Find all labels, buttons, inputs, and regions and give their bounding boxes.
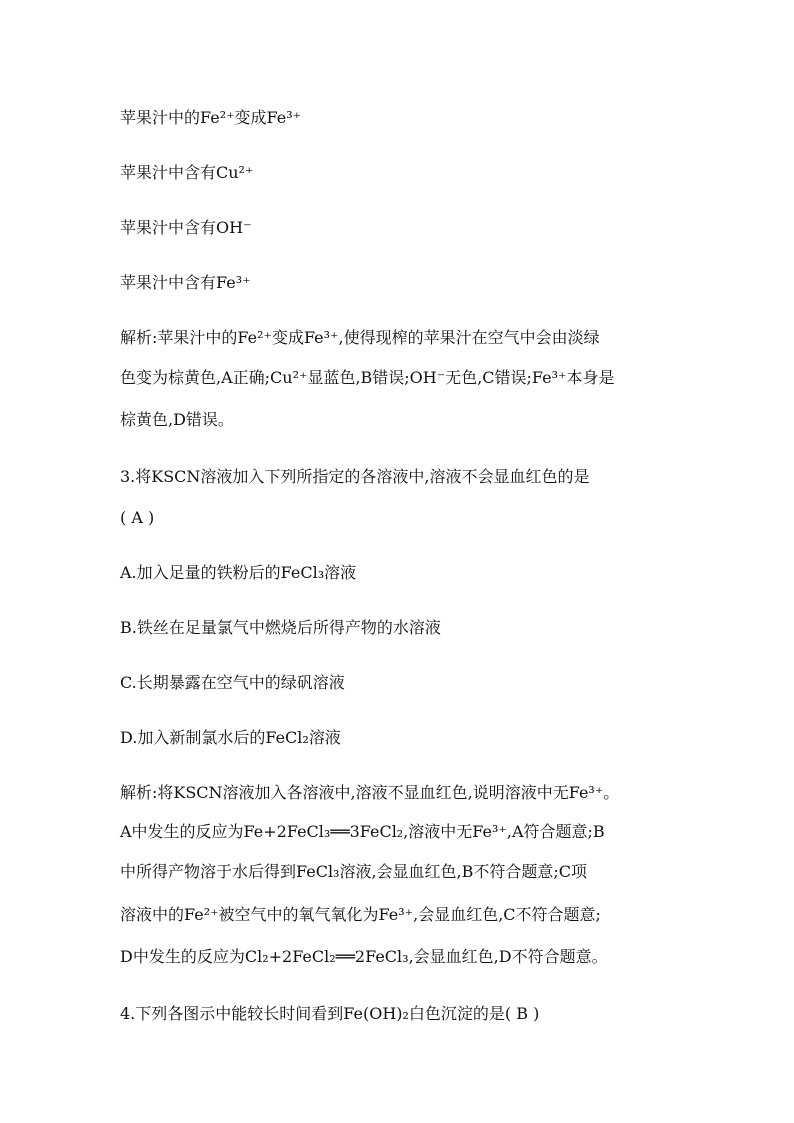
q3-option-d: D.加入新制氯水后的FeCl₂溶液 xyxy=(120,728,341,747)
q2-option-d: 苹果汁中含有Fe³⁺ xyxy=(120,273,251,292)
q2-analysis-line: 棕黄色,D错误。 xyxy=(120,410,234,429)
q3-option-a: A.加入足量的铁粉后的FeCl₃溶液 xyxy=(120,563,357,582)
q2-option-a: 苹果汁中的Fe²⁺变成Fe³⁺ xyxy=(120,108,302,127)
q2-option-b: 苹果汁中含有Cu²⁺ xyxy=(120,163,254,182)
q3-analysis-line: 中所得产物溶于水后得到FeCl₃溶液,会显血红色,B不符合题意;C项 xyxy=(120,862,588,881)
q3-analysis-line: D中发生的反应为Cl₂+2FeCl₂══2FeCl₃,会显血红色,D不符合题意。 xyxy=(120,947,608,966)
q3-answer: ( A ) xyxy=(120,508,155,527)
q3-analysis-line: 解析:将KSCN溶液加入各溶液中,溶液不显血红色,说明溶液中无Fe³⁺。 xyxy=(120,783,620,802)
q3-analysis-line: A中发生的反应为Fe+2FeCl₃══3FeCl₂,溶液中无Fe³⁺,A符合题意;B xyxy=(120,822,605,841)
q3-analysis-line: 溶液中的Fe²⁺被空气中的氧气氧化为Fe³⁺,会显血红色,C不符合题意; xyxy=(120,905,601,924)
q4-stem: 4.下列各图示中能较长时间看到Fe(OH)₂白色沉淀的是( B ) xyxy=(120,1004,540,1023)
q2-analysis-line: 解析:苹果汁中的Fe²⁺变成Fe³⁺,使得现榨的苹果汁在空气中会由淡绿 xyxy=(120,328,600,347)
q2-analysis-line: 色变为棕黄色,A正确;Cu²⁺显蓝色,B错误;OH⁻无色,C错误;Fe³⁺本身是 xyxy=(120,368,615,387)
q3-option-c: C.长期暴露在空气中的绿矾溶液 xyxy=(120,673,345,692)
q3-stem: 3.将KSCN溶液加入下列所指定的各溶液中,溶液不会显血红色的是 xyxy=(120,467,590,486)
q3-option-b: B.铁丝在足量氯气中燃烧后所得产物的水溶液 xyxy=(120,618,441,637)
q2-option-c: 苹果汁中含有OH⁻ xyxy=(120,218,252,237)
